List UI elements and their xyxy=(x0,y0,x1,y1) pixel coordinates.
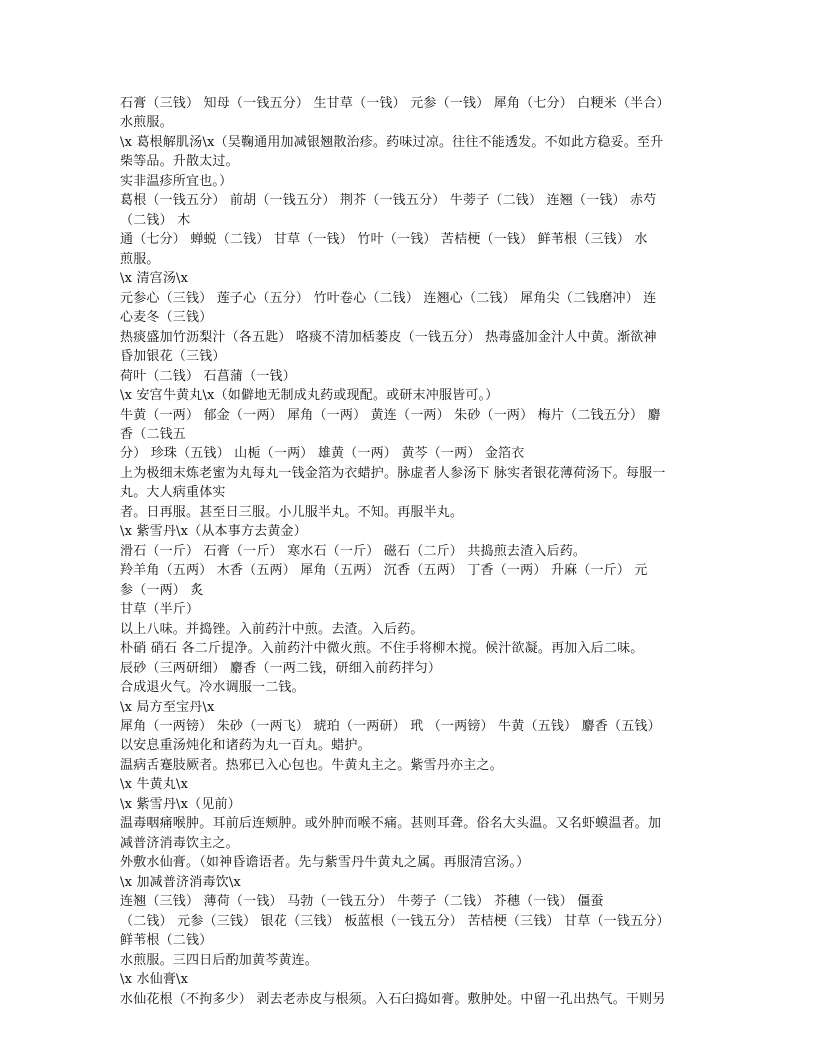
text-line: 羚羊角（五两） 木香（五两） 犀角（五两） 沉香（五两） 丁香（一两） 升麻（一斤） 元 xyxy=(120,563,648,579)
text-line: 柴等品。升散太过。 xyxy=(120,154,239,170)
text-line: 朴硝 硝石 各二斤提净。入前药汁中微火煎。不住手将柳木搅。候汁欲凝。再加入后二味。 xyxy=(120,641,644,657)
text-line: 石膏（三钱） 知母（一钱五分） 生甘草（一钱） 元参（一钱） 犀角（七分） 白粳米（半合） xyxy=(120,96,670,111)
text-line: 以上八味。并捣锉。入前药汁中煎。去渣。入后药。 xyxy=(120,621,424,637)
text-line: 犀角（一两镑） 朱砂（一两飞） 琥珀（一两研） 玳 （一两镑） 牛黄（五钱） 麝香（五钱） xyxy=(120,719,661,734)
text-line: 温病舌蹇肢厥者。热邪已入心包也。牛黄丸主之。紫雪丹亦主之。 xyxy=(120,757,503,773)
text-line: 辰砂（三两研细） 麝香（一两二钱，研细入前药拌匀） xyxy=(120,660,442,676)
text-line: 实非温疹所宜也。） xyxy=(120,173,233,189)
text-line: 水仙花根（不拘多少） 剥去老赤皮与根须。入石臼捣如膏。敷肿处。中留一孔出热气。干则另 xyxy=(120,991,666,1007)
text-line: 煎服。 xyxy=(120,251,160,267)
text-line: 昏加银花（三钱） xyxy=(120,349,226,365)
text-line: 元参心（三钱） 莲子心（五分） 竹叶卷心（二钱） 连翘心（二钱） 犀角尖（二钱磨冲） 连 xyxy=(120,290,657,306)
text-line: \x 安宫牛黄丸\x（如僻地无制成丸药或现配。或研末冲服皆可。） xyxy=(120,388,499,404)
text-line: （二钱） 元参（三钱） 银花（三钱） 板蓝根（一钱五分） 苦桔梗（三钱） 甘草（一钱五分） xyxy=(120,913,670,929)
text-line: 上为极细末炼老蜜为丸每丸一钱金箔为衣蜡护。脉虚者人参汤下 脉实者银花薄荷汤下。每服一 xyxy=(120,465,666,481)
text-line: \x 葛根解肌汤\x（吴鞠通用加减银翘散治疹。药味过凉。往往不能透发。不如此方稳妥。至升 xyxy=(120,134,664,150)
text-line: （二钱） 木 xyxy=(120,212,191,228)
text-line: 分） 珍珠（五钱） 山栀（一两） 雄黄（一两） 黄芩（一两） 金箔衣 xyxy=(120,446,525,462)
text-line: \x 局方至宝丹\x xyxy=(120,699,215,715)
text-line: \x 紫雪丹\x（从本事方去黄金） xyxy=(120,524,307,540)
text-line: \x 加减普济消毒饮\x xyxy=(120,874,241,890)
text-line: 甘草（半斤） xyxy=(120,602,200,618)
text-line: 合成退火气。冷水调服一二钱。 xyxy=(120,680,305,696)
text-line: 减普济消毒饮主之。 xyxy=(120,835,239,851)
text-line: 热痰盛加竹沥梨汁（各五匙） 咯痰不清加栝蒌皮（一钱五分） 热毒盛加金汁人中黄。渐欲神 xyxy=(120,329,657,345)
text-line: 滑石（一斤） 石膏（一斤） 寒水石（一斤） 磁石（二斤） 共捣煎去渣入后药。 xyxy=(120,543,587,559)
text-line: 参（一两） 炙 xyxy=(120,582,204,598)
text-line: 通（七分） 蝉蜕（二钱） 甘草（一钱） 竹叶（一钱） 苦桔梗（一钱） 鲜苇根（三钱） 水 xyxy=(120,232,648,248)
text-line: 以安息重汤炖化和诸药为丸一百丸。蜡护。 xyxy=(120,738,371,754)
text-line: 丸。大人病重体实 xyxy=(120,485,226,501)
text-line: 葛根（一钱五分） 前胡（一钱五分） 荆芥（一钱五分） 牛蒡子（二钱） 连翘（一钱） 赤芍 xyxy=(120,193,657,209)
text-line: \x 牛黄丸\x xyxy=(120,777,189,793)
text-line: 水煎服。三四日后酌加黄芩黄连。 xyxy=(120,952,319,968)
text-line: \x 水仙膏\x xyxy=(120,972,189,988)
text-line: 牛黄（一两） 郁金（一两） 犀角（一两） 黄连（一两） 朱砂（一两） 梅片（二钱五分） 麝 xyxy=(120,407,661,423)
text-line: 鲜苇根（二钱） xyxy=(120,933,213,949)
text-line: 外敷水仙膏。（如神昏谵语者。先与紫雪丹牛黄丸之属。再服清宫汤。） xyxy=(120,855,530,871)
text-line: \x 紫雪丹\x（见前） xyxy=(120,796,241,812)
text-line: 心麦冬（三钱） xyxy=(120,310,213,326)
text-line: 温毒咽痛喉肿。耳前后连颊肿。或外肿而喉不痛。甚则耳聋。俗名大头温。又名虾蟆温者。加 xyxy=(120,816,662,832)
document-page xyxy=(120,94,700,1009)
text-line: \x 清宫汤\x xyxy=(120,271,189,287)
text-line: 香（二钱五 xyxy=(120,426,187,442)
text-line: 荷叶（二钱） 石菖蒲（一钱） xyxy=(120,368,296,384)
text-line: 连翘（三钱） 薄荷（一钱） 马勃（一钱五分） 牛蒡子（二钱） 芥穗（一钱） 僵蚕 xyxy=(120,894,604,910)
text-line: 水煎服。 xyxy=(120,115,173,131)
text-line: 者。日再服。甚至日三服。小儿服半丸。不知。再服半丸。 xyxy=(120,504,464,520)
